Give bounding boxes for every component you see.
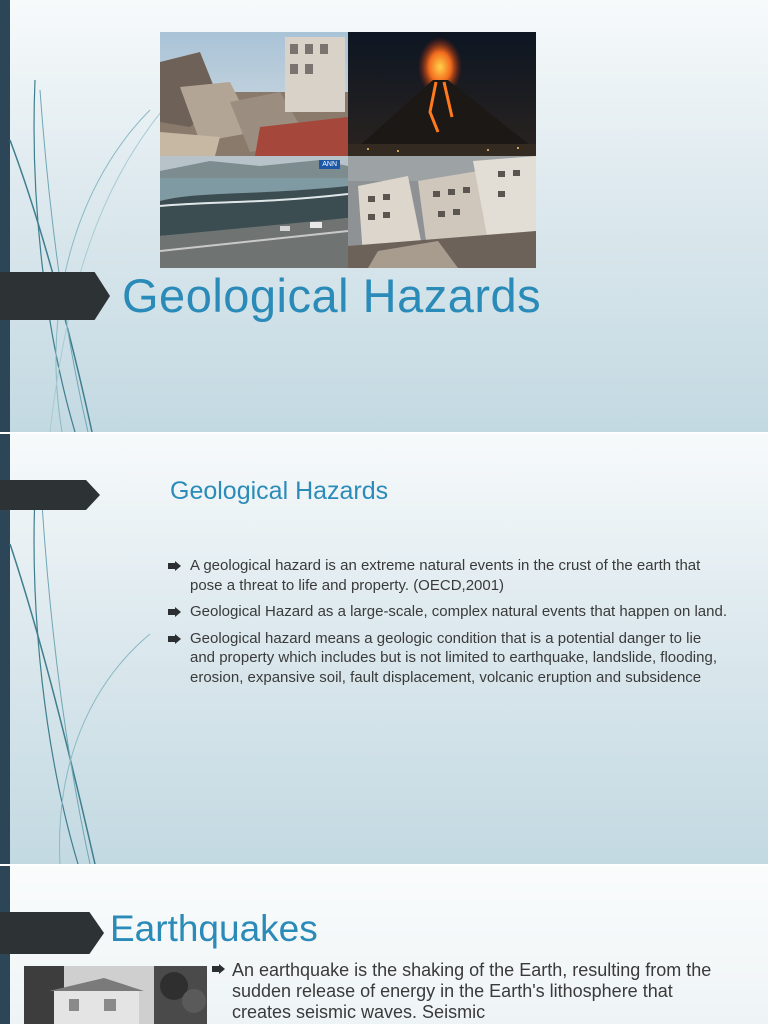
list-item: An earthquake is the shaking of the Earth, resulting from the sudden release of energy in the Earth's lithosphere that creates seismic waves. Seismic: [232, 960, 712, 1022]
slide-title: Earthquakes: [110, 908, 318, 949]
slide-title: Geological Hazards: [170, 477, 389, 505]
collapsed-buildings-photo: [160, 32, 348, 156]
tsunami-photo: [160, 156, 348, 268]
section-chevron-marker: [0, 480, 100, 510]
list-item: Geological Hazard as a large-scale, complex natural events that happen on land.: [190, 603, 727, 620]
title-chevron-marker: [0, 272, 110, 320]
volcano-photo: [348, 32, 536, 156]
list-item: A geological hazard is an extreme natural events in the crust of the earth that pose a threat to life and property. (OECD,2001): [190, 557, 701, 594]
hazard-photo-collage: [160, 32, 536, 268]
section-chevron-marker: [0, 912, 104, 954]
definition-bullet-list: [190, 556, 730, 694]
earthquake-bullet-list: [232, 960, 732, 1023]
title-slide: [0, 0, 768, 432]
list-item: Geological hazard means a geologic condition that is a potential danger to lie and property which includes but is not limited to earthquake, landslide, flooding, erosion, expansive soil, fault displacement, volcanic eruption and subsidence: [190, 629, 717, 686]
slide-title: Geological Hazards: [122, 269, 542, 322]
earthquake-house-photo: [24, 966, 207, 1024]
collapsed-apartment-photo: [348, 156, 536, 268]
news-logo-badge: ANN: [319, 160, 340, 169]
